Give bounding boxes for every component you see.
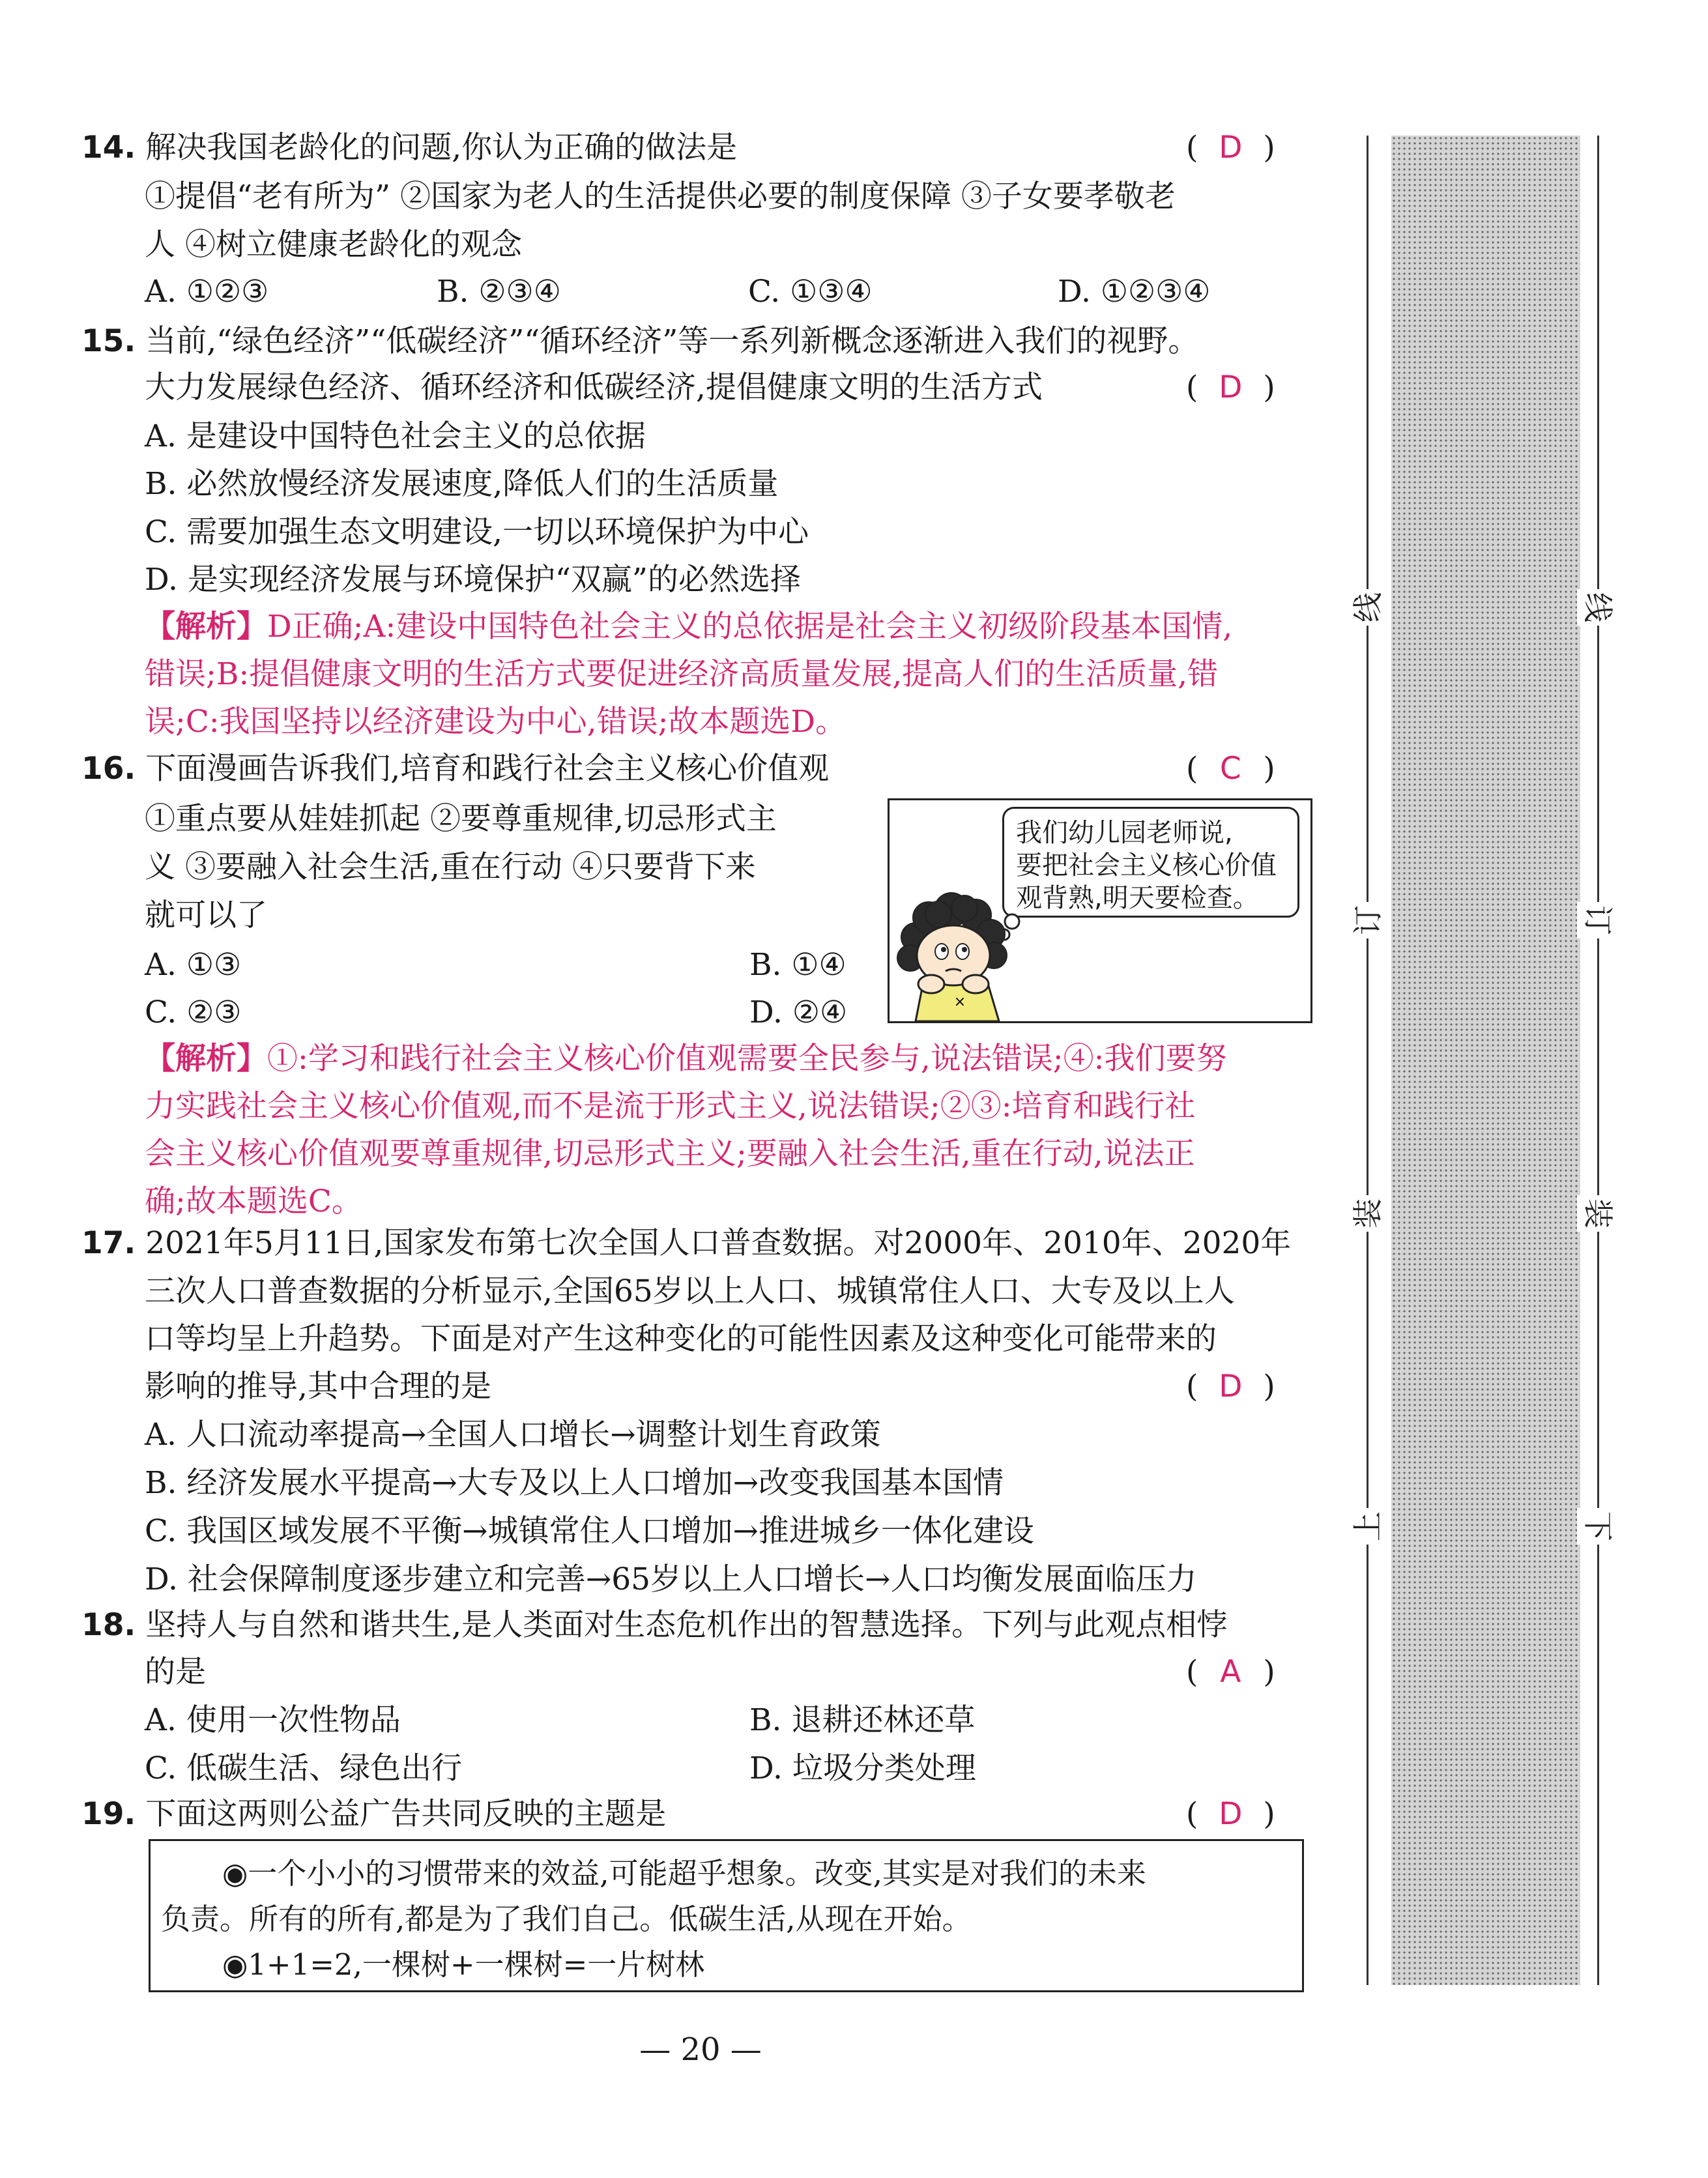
q19-stem-text: 下面这两则公益广告共同反映的主题是 (145, 1796, 667, 1832)
q16-option-b: B. ①④ (749, 947, 847, 983)
binding-char-right: 订 (1577, 902, 1619, 938)
binding-char-right: 下 (1577, 1508, 1619, 1545)
q14-option-c: C. ①③④ (748, 274, 873, 310)
q17-option-d: D. 社会保障制度逐步建立和完善→65岁以上人口增长→人口均衡发展面临压力 (145, 1561, 1197, 1597)
public-service-ad-box (149, 1839, 1304, 1992)
q18-option-d: D. 垃圾分类处理 (749, 1750, 976, 1786)
speech-bubble: 我们幼儿园老师说, 要把社会主义核心价值 观背熟,明天要检查。 (1002, 807, 1299, 918)
q16-analysis-line: 确;故本题选C。 (145, 1183, 362, 1219)
binding-char-left: 上 (1347, 1508, 1389, 1545)
binding-char-left: 订 (1347, 902, 1389, 938)
q16-option-d: D. ②④ (749, 995, 848, 1030)
q18-stem (81, 1606, 1227, 1645)
q16-option-c: C. ②③ (145, 995, 242, 1030)
q19-answer-bracket: ( D ) (1186, 1795, 1275, 1834)
q15-stem (81, 322, 1198, 361)
q15-answer: D (1219, 370, 1243, 405)
binding-char-left: 线 (1347, 589, 1389, 626)
q18-stem-text: 坚持人与自然和谐共生,是人类面对生态危机作出的智慧选择。下列与此观点相悖 (145, 1607, 1228, 1643)
q14-option-d: D. ①②③④ (1058, 274, 1211, 310)
q17-option-a: A. 人口流动率提高→全国人口增长→调整计划生育政策 (145, 1417, 881, 1453)
q17-stem (81, 1224, 1291, 1263)
q17-option-c: C. 我国区域发展不平衡→城镇常住人口增加→推进城乡一体化建设 (145, 1513, 1034, 1549)
q18-line: 的是 (145, 1654, 206, 1690)
binding-line-left (1367, 136, 1368, 1985)
q17-line: 影响的推导,其中合理的是 (145, 1369, 491, 1404)
q16-answer-bracket: ( C ) (1186, 749, 1275, 789)
binding-char-right: 线 (1577, 589, 1619, 626)
q17-stem-text: 2021年5月11日,国家发布第七次全国人口普查数据。对2000年、2010年、2020年 (145, 1225, 1292, 1261)
q14-stem-text: 解决我国老龄化的问题,你认为正确的做法是 (145, 130, 738, 166)
q16-answer: C (1219, 751, 1241, 787)
q15-option-a: A. 是建设中国特色社会主义的总依据 (145, 418, 646, 454)
binding-line-right (1597, 136, 1599, 1985)
child-illustration (890, 800, 1310, 1021)
binding-strip (1391, 136, 1580, 1985)
q14-option-b: B. ②③④ (437, 274, 561, 310)
q14-stem (81, 128, 737, 167)
q18-option-a: A. 使用一次性物品 (145, 1702, 401, 1738)
q19-number: 19. (81, 1796, 136, 1832)
analysis-tag: 【解析】 (145, 1041, 267, 1077)
q16-line: 义 ③要融入社会生活,重在行动 ④只要背下来 (145, 849, 756, 885)
q14-option-a: A. ①②③ (145, 274, 269, 310)
q16-stem-text: 下面漫画告诉我们,培育和践行社会主义核心价值观 (145, 751, 830, 787)
q14-line: 人 ④树立健康老龄化的观念 (145, 227, 522, 263)
q18-option-c: C. 低碳生活、绿色出行 (145, 1750, 463, 1786)
q18-number: 18. (81, 1607, 136, 1643)
q17-line: 口等均呈上升趋势。下面是对产生这种变化的可能性因素及这种变化可能带来的 (145, 1321, 1217, 1357)
q17-number: 17. (81, 1225, 136, 1261)
cartoon (888, 798, 1312, 1023)
ad-line: ◉一个小小的习惯带来的效益,可能超乎想象。改变,其实是对我们的未来 (222, 1856, 1146, 1891)
q15-number: 15. (81, 323, 136, 359)
q16-stem (81, 749, 829, 789)
q18-option-b: B. 退耕还林还草 (749, 1702, 976, 1738)
binding-char-right: 装 (1577, 1195, 1619, 1232)
q17-answer-bracket: ( D ) (1186, 1367, 1275, 1406)
ad-line: ◉1+1=2,一棵树+一棵树=一片树林 (222, 1947, 705, 1982)
q15-option-d: D. 是实现经济发展与环境保护“双赢”的必然选择 (145, 562, 801, 598)
q19-answer: D (1219, 1796, 1243, 1832)
q16-line: ①重点要从娃娃抓起 ②要尊重规律,切忌形式主 (145, 801, 777, 837)
q14-answer-bracket: ( D ) (1186, 128, 1275, 167)
q16-line: 就可以了 (145, 897, 267, 933)
q16-option-a: A. ①③ (145, 947, 242, 983)
q15-option-b: B. 必然放慢经济发展速度,降低人们的生活质量 (145, 466, 779, 502)
binding-char-left: 装 (1347, 1195, 1389, 1232)
q17-line: 三次人口普查数据的分析显示,全国65岁以上人口、城镇常住人口、大专及以上人 (145, 1273, 1235, 1309)
q19-stem (81, 1795, 666, 1834)
q15-line: 大力发展绿色经济、循环经济和低碳经济,提倡健康文明的生活方式 (145, 370, 1043, 405)
q14-line: ①提倡“老有所为” ②国家为老人的生活提供必要的制度保障 ③子女要孝敬老 (145, 179, 1176, 214)
q15-analysis: 【解析】D正确;A:建设中国特色社会主义的总依据是社会主义初级阶段基本国情, (145, 609, 1233, 645)
q14-answer: D (1219, 130, 1243, 166)
q18-answer: A (1220, 1654, 1241, 1690)
q16-number: 16. (81, 751, 136, 787)
page-number: — 20 — (639, 2031, 762, 2068)
q16-analysis: 【解析】①:学习和践行社会主义核心价值观需要全民参与,说法错误;④:我们要努 (145, 1041, 1227, 1077)
q18-answer-bracket: ( A ) (1186, 1653, 1275, 1692)
q17-option-b: B. 经济发展水平提高→大专及以上人口增加→改变我国基本国情 (145, 1465, 1004, 1501)
q15-analysis-line: 错误;B:提倡健康文明的生活方式要促进经济高质量发展,提高人们的生活质量,错 (145, 656, 1219, 692)
q15-option-c: C. 需要加强生态文明建设,一切以环境保护为中心 (145, 514, 809, 550)
q15-answer-bracket: ( D ) (1186, 368, 1275, 407)
ad-line: 负责。所有的所有,都是为了我们自己。低碳生活,从现在开始。 (161, 1902, 972, 1936)
svg-text:×: × (953, 994, 966, 1010)
q16-analysis-line: 会主义核心价值观要尊重规律,切忌形式主义;要融入社会生活,重在行动,说法正 (145, 1136, 1195, 1172)
q16-analysis-line: 力实践社会主义核心价值观,而不是流于形式主义,说法错误;②③:培育和践行社 (145, 1088, 1196, 1124)
q17-answer: D (1219, 1369, 1243, 1404)
q14-number: 14. (81, 130, 136, 166)
q15-analysis-line: 误;C:我国坚持以经济建设为中心,错误;故本题选D。 (145, 704, 847, 740)
q15-stem-text: 当前,“绿色经济”“低碳经济”“循环经济”等一系列新概念逐渐进入我们的视野。 (145, 323, 1199, 359)
analysis-tag: 【解析】 (145, 609, 267, 645)
